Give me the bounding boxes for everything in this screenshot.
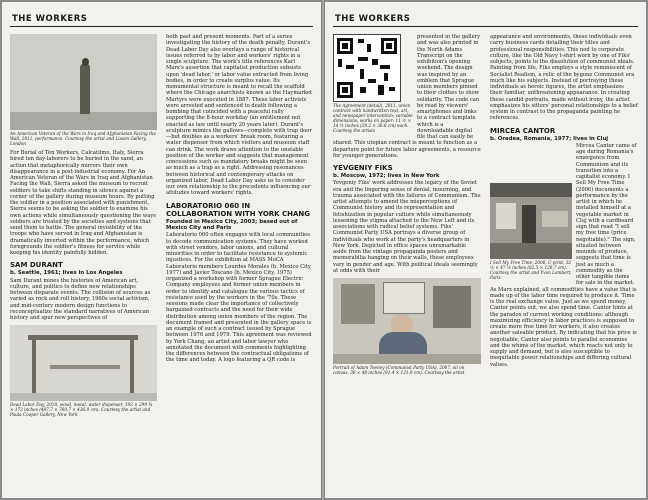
laboratorio-subheading: Founded in Mexico City, 2003; based out of Mexico City and Paris <box>166 218 298 231</box>
cantor-heading: MIRCEA CANTOR <box>490 126 556 135</box>
running-header-left: THE WORKERS <box>12 14 88 24</box>
fiks-portrait-photo <box>333 278 481 364</box>
cantor-paragraph: Mircea Cantor came of age during Romania's emergence from Communism and its transition into a capitalist economy. I Sell My Free Time (2006) documents a performance by the artist in which he installed himself at a vegetable market in Cluj with a cardboard sign that read "I sell my free time (price negotiable)." The sign, situated between mounds of produce, suggests that time is just as much a commodity as the other tangible items for sale in the market. As Marx explained, all commodities have a value that is made up of the labor time required to produce it. Time is the real exchange value. Just as we spend money, Cantor points out, we also spend time. Cantor hints at the paradox of current working conditions: although maximizing efficiency in labor practices is supposed to create more free time for workers, it also creates another saleable product. By indicating that his price is negotiable, Cantor also points to parallel economies and the whims of the market, which reacts not only to supply and demand, but is also susceptible to inequitable power relationships and differing cultural values. <box>490 142 637 368</box>
dead-labor-paragraph: both past and present moments. Part of a series investigating the history of the death penalty, Durant's Dead Labor Day also overlays a range of historical issues referred to by labor and workers' rights in a single sculpture. The work's title references Karl Marx's assertion that capitalist production subsists upon 'dead labor,' or labor value extracted from living bodies, in order to create surplus value. Its monumental structure is meant to recall the scaffold where the Chicago anarchists known as the Haymarket Martyrs were executed in 1887. These labor activists were arrested and sentenced to death following a bombing that coincided with a peaceful rally supporting the 8-hour workday (an entitlement not enacted as law until nearly 20 years later). Durant's sculpture mimics the gallows—complete with trap door—but doubles as a workers' break room, featuring a water dispenser from which visitors and museum staff can drink. The work draws attention to the unstable position of the worker and suggests that management concessions such as mandatory breaks might be seen as much as a trap as a right. Addressing resonances between historical and contemporary attacks on organized labor, Dead Labor Day asks us to consider our own relationship to the precedents influencing our attitudes toward workers' rights. <box>166 34 313 197</box>
qr-caption: The Agreement (detail), 2011, union contract with handwritten text, art, and newspaper intervention; variable dimensions; works on paper: 11 ½ × 14 ½ inches (29.2 × 36.8 cm) each. Courtesy the artists <box>333 103 413 133</box>
cantor-caption: I Sell My Free Time, 2006, C-print, 32 ½ × 47 ½ inches (82.5 × 120.7 cm). Courtesy the artist and Yvon Lambert, Paris <box>490 259 572 280</box>
header-rule-left <box>10 26 313 27</box>
header-rule-right <box>333 26 638 27</box>
laboratorio-heading: LABORATORIO 060 IN COLLABORATION WITH YORK CHANG <box>166 201 311 218</box>
laboratorio-paragraph: Laboratorio 060 often engages with local communities to decode communication systems. They have worked with street vendors, labor unions, and cultural minorities in order to facilitate resistance to systemic injustices. For the exhibition at MASS MoCA Laboratorio members Lourdes Morales (b. Mexico City, 1977) and Javier Toscano (b. Mexico City, 1975) organized a workshop with former Sprague Electric Company employees and former union members in order to identify and catalogue the various tactics of resistance used by the workers in the '70s. These sessions made clear the importance of collectively bargained contracts and the need for their wide distribution among union members of the region. The document framed and presented in the gallery space is an example of such a contract issued by Sprague between 1976 and 1979. This agreement was reviewed by York Chang, an artist and labor lawyer who annotated the document with comments highlighting the differences between the contractual obligations of the time and today. A logo featuring a QR code is <box>166 232 312 364</box>
cantor-market-photo <box>490 183 572 259</box>
right-page <box>325 2 646 498</box>
qr-figure <box>333 34 413 137</box>
veteran-caption: An American Veteran of the Wars in Iraq and Afghanistan Facing the Wall, 2011, performance. Courtesy the artist and Lisson Gallery, London <box>10 131 156 146</box>
cantor-subheading: b. Oradea, Romania, 1977; lives in Cluj <box>490 135 609 142</box>
qr-paragraph: presented in the gallery and was also printed in the North Adams Transcript on the exhibition's opening weekend. The design was inspired by an emblem that Sprague union members pinned to their clothes to show solidarity. The code can be read by viewers' smartphones and links to a contract template which is a downloadable digital file that can easily be shared. This utopian contract is meant to function as a departure point for future labor agreements, a resource for younger generations. <box>333 34 481 159</box>
durant-subheading: b. Seattle, 1961; lives in Los Angeles <box>10 270 123 277</box>
right-column-2 <box>490 34 638 368</box>
fiks-subheading: b. Moscow, 1972; lives in New York <box>333 173 440 179</box>
fiks-portrait-caption: Portrait of Adam Teeney (Communist Party USA), 2007, oil on canvas, 36 × 48 inches (91.4 × 121.9 cm). Courtesy the artist <box>333 365 465 376</box>
fiks-continued-paragraph: appearance and environments, these individuals even carry business cards detailing their titles and professional responsibilities. This nod to corporate culture, like the Old Navy t-shirt worn by one of Fiks' subjects, points to the dissolution of communist ideals. Painting from life, Fiks employs a style reminiscent of Socialist Realism, a relic of the bygone Communist era much like his subjects. Instead of portraying these individuals as heroic figures, the artist emphasizes their familiar, unthreatening appearance. In creating these candid portraits, made without irony, the artist emphasizes his sitters' personal relationships to a belief system in contrast to the propaganda painting he references. <box>490 34 638 122</box>
sierra-paragraph: For Burial of Ten Workers, Calcatilmo, Italy, Sierra hired ten day-laborers to be buried in the sand, an action that metaphorically mirrors their own disappearance in a post-industrial economy. For An American Veteran of the Wars in Iraq and Afghanistan Facing the Wall, Sierra asked the museum to recruit soldiers to take shifts standing in silence against a corner of the gallery during museum hours. By putting the soldier in a position associated with punishment, Sierra seems to be asking the soldier to examine his own actions while simultaneously questioning the ways soldiers are treated by the societies and systems that send them to battle. The general invisibility of the troops who have served in Iraq and Afghanistan is dramatically inverted within the performance, which foregrounds the soldier's fitness for service while keeping his identity painfully hidden. <box>10 150 156 256</box>
left-column-1 <box>10 34 157 421</box>
left-column-2 <box>166 34 313 364</box>
left-page <box>2 2 321 498</box>
running-header-right: THE WORKERS <box>335 14 411 24</box>
dead-labor-day-caption: Dead Labor Day, 2010, wood, metal, water dispenser, 192 × 299 ¾ × 172 inches (487.7 × 760.7 × 436.9 cm). Courtesy the artist and Paula Cooper Gallery, New York <box>10 402 153 418</box>
fiks-paragraph: Yevgeniy Fiks' work addresses the legacy of the Soviet era and the lingering sense of denial, mourning, and trauma associated with the failures of Communism. The artist attempts to amend the misperceptions of Communist history and its representation and fetishization in popular culture while simultaneously lessening the stigma attached to the New Left and its associations with radical belief systems. Fiks' Communist Party USA portrays a diverse group of individuals who work at the party's headquarters in New York. Depicted in office spaces unremarkable aside from the vintage propaganda posters and memorabilia hanging on their walls, these employees vary in gender and age. With political ideals seemingly at odds with their <box>333 180 481 274</box>
fiks-heading: YEVGENIY FIKS <box>333 164 393 172</box>
qr-code-image <box>333 34 401 102</box>
right-column-1 <box>333 34 481 379</box>
durant-paragraph: Sam Durant mines the histories of American art, culture, and politics to define new relationships between disparate events. The collision of sources as varied as rock and roll history, 1960s social activism, and mid-century modern design functions to reconceptualize the standard narratives of American history and spur new perspectives of <box>10 277 151 322</box>
dead-labor-day-photo <box>10 325 157 401</box>
veteran-photo <box>10 34 157 130</box>
cantor-figure <box>490 183 572 284</box>
durant-heading: SAM DURANT <box>10 261 63 270</box>
